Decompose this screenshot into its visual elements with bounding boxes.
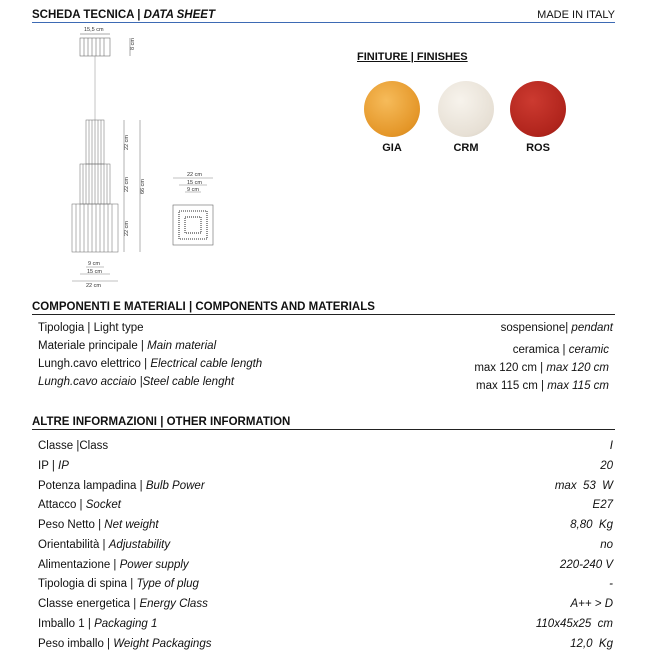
- components-row: [38, 322, 613, 340]
- other-info-divider: [32, 429, 615, 430]
- info-row: [38, 440, 613, 458]
- components-divider: [32, 314, 615, 315]
- row-label: Attacco |: [38, 499, 83, 511]
- components-row: [38, 376, 613, 394]
- row-label-it: Power supply: [119, 559, 189, 571]
- row-value: ceramica |: [512, 344, 566, 356]
- row-value-it: ceramic: [568, 344, 609, 356]
- row-label: Orientabilità |: [38, 539, 106, 551]
- row-label-it: Packaging 1: [94, 618, 158, 630]
- top-width-1-label: 22 cm: [187, 172, 202, 178]
- total-height-label: 66 cm: [140, 179, 146, 194]
- info-row: [38, 499, 613, 517]
- row-value-it: pendant: [571, 322, 613, 334]
- row-label-it: Electrical cable length: [150, 358, 263, 370]
- bottom-width-3-label: 22 cm: [86, 283, 101, 289]
- info-row: [38, 618, 613, 636]
- row-value-it: max 120 cm: [546, 362, 609, 374]
- other-info-title: ALTRE INFORMAZIONI | OTHER INFORMATION: [32, 416, 291, 428]
- row-label: Potenza lampadina |: [38, 480, 143, 492]
- row-label: Classe |Class: [38, 440, 109, 452]
- canopy-drawing: [80, 34, 130, 56]
- row-value: E27: [592, 499, 613, 511]
- row-label-it: Weight Packagings: [113, 638, 212, 650]
- tier-height-2-label: 22 cm: [124, 177, 130, 192]
- top-width-3-label: 9 cm: [187, 187, 199, 193]
- sheet-title-italic: DATA SHEET: [143, 9, 215, 21]
- components-row: [38, 358, 613, 376]
- tier-height-1-label: 22 cm: [124, 135, 130, 150]
- row-label: Tipologia di spina |: [38, 578, 134, 590]
- row-label-it: Adjustability: [108, 539, 171, 551]
- swatch-gia[interactable]: [364, 81, 420, 137]
- row-label: Peso Netto |: [38, 519, 102, 531]
- row-value: -: [609, 578, 613, 590]
- row-value-it: max 115 cm: [547, 380, 609, 392]
- swatch-crm[interactable]: [438, 81, 494, 137]
- row-label-it: Net weight: [104, 519, 159, 531]
- canopy-height-label: 8 cm: [130, 38, 136, 50]
- row-value: sospensione|: [500, 322, 569, 334]
- info-row: [38, 578, 613, 596]
- row-label: Peso imballo |: [38, 638, 111, 650]
- row-label: Tipologia | Light type: [38, 322, 144, 334]
- row-label: Imballo 1 |: [38, 618, 91, 630]
- components-row: [38, 340, 613, 358]
- info-row: [38, 539, 613, 557]
- components-title: COMPONENTI E MATERIALI | COMPONENTS AND MATERIALS: [32, 301, 375, 313]
- swatch-crm-label: CRM: [453, 142, 479, 154]
- swatch-ros[interactable]: [510, 81, 566, 137]
- bottom-width-1-label: 9 cm: [88, 261, 100, 267]
- info-row: [38, 480, 613, 498]
- info-row: [38, 598, 613, 616]
- row-label-it: Main material: [147, 340, 217, 352]
- row-label: Classe energetica |: [38, 598, 137, 610]
- top-width-2-label: 15 cm: [187, 180, 202, 186]
- row-label-it: Bulb Power: [145, 480, 205, 492]
- swatch-gia-label: GIA: [382, 142, 402, 154]
- finishes-title: FINITURE | FINISHES: [357, 51, 468, 63]
- row-value: 220-240 V: [559, 559, 613, 571]
- row-label: IP |: [38, 460, 55, 472]
- row-value: no: [600, 539, 613, 551]
- row-value: 110x45x25 cm: [535, 618, 613, 630]
- tier-height-3-label: 22 cm: [124, 221, 130, 236]
- info-row: [38, 638, 613, 656]
- technical-drawing: [60, 22, 230, 292]
- row-label-it: Energy Class: [139, 598, 208, 610]
- sheet-title: [32, 9, 215, 21]
- info-row: [38, 559, 613, 577]
- row-value: 8,80 Kg: [570, 519, 613, 531]
- row-label: Materiale principale |: [38, 340, 144, 352]
- row-label: Alimentazione |: [38, 559, 117, 571]
- swatch-ros-label: ROS: [526, 142, 550, 154]
- bottom-width-2-label: 15 cm: [87, 269, 102, 275]
- sheet-title-text: SCHEDA TECNICA |: [32, 9, 141, 21]
- canopy-width-label: 15,5 cm: [84, 27, 104, 33]
- row-value: max 120 cm |: [474, 362, 544, 374]
- row-value: I: [609, 440, 613, 452]
- row-label-it: IP: [58, 460, 69, 472]
- info-row: [38, 460, 613, 478]
- made-in-italy: MADE IN ITALY: [537, 9, 615, 21]
- row-label-it: Type of plug: [136, 578, 199, 590]
- row-value: max 115 cm |: [476, 380, 545, 392]
- info-row: [38, 519, 613, 537]
- row-value: 12,0 Kg: [570, 638, 613, 650]
- row-value: A++ > D: [570, 598, 613, 610]
- row-value: 20: [600, 460, 613, 472]
- row-label-it: Socket: [85, 499, 121, 511]
- row-label: Lungh.cavo elettrico |: [38, 358, 148, 370]
- row-value: max 53 W: [554, 480, 613, 492]
- row-label-it: Lungh.cavo acciaio |Steel cable lenght: [38, 376, 235, 388]
